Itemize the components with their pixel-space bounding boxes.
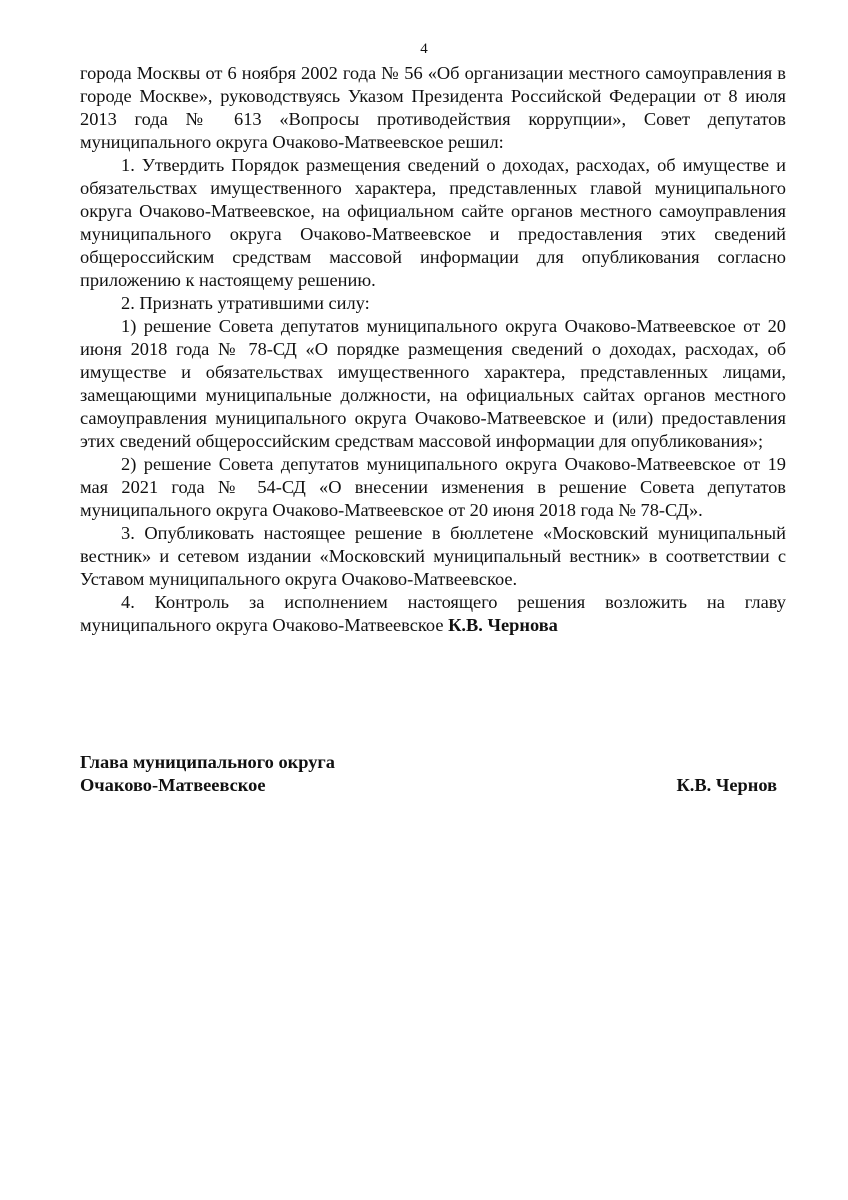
signature-title-line-2: Очаково-Матвеевское xyxy=(80,775,266,795)
signatory-name: К.В. Чернов xyxy=(676,775,777,795)
item-2-paragraph: 2. Признать утратившими силу: xyxy=(121,293,370,313)
item-4-name: К.В. Чернова xyxy=(448,615,558,635)
signature-line xyxy=(80,774,777,797)
item-4-paragraph xyxy=(80,591,786,637)
item-1-paragraph: 1. Утвердить Порядок размещения сведений о доходах, расходах, об имуществе и обязательствах имущественного характера, представленных главой муниципального округа Очаково-Матвеевское, на официальном сайте органов местного самоуправления муниципального округа Очаково-Матвеевское и предоставления этих сведений общероссийским средствам массовой информации для опубликования согласно приложению к настоящему решению. xyxy=(80,155,786,290)
item-2-1-paragraph: 1) решение Совета депутатов муниципального округа Очаково-Матвеевское от 20 июня 2018 года № 78-СД «О порядке размещения сведений о доходах, расходах, об имуществе и обязательствах имущественного характера, представленных лицами, замещающими муниципальные должности, на официальных сайтах органов местного самоуправления муниципального округа Очаково-Матвеевское и (или) предоставления этих сведений общероссийским средствам массовой информации для опубликования»; xyxy=(80,316,786,451)
page-number: 4 xyxy=(420,41,428,57)
decision-body xyxy=(80,62,786,637)
item-3-paragraph: 3. Опубликовать настоящее решение в бюллетене «Московский муниципальный вестник» и сетевом издании «Московский муниципальный вестник» в соответствии с Уставом муниципального округа Очаково-Матвеевское. xyxy=(80,523,786,589)
item-2-2-paragraph: 2) решение Совета депутатов муниципального округа Очаково-Матвеевское от 19 мая 2021 года № 54-СД «О внесении изменения в решение Совета депутатов муниципального округа Очаково-Матвеевское от 20 июня 2018 года № 78-СД». xyxy=(80,454,786,520)
signature-block xyxy=(80,751,777,797)
item-4-text: 4. Контроль за исполнением настоящего решения возложить на главу муниципального округа Очаково-Матвеевское xyxy=(80,592,786,635)
signature-title-line-1: Глава муниципального округа xyxy=(80,752,335,772)
intro-paragraph: города Москвы от 6 ноября 2002 года № 56 «Об организации местного самоуправления в городе Москве», руководствуясь Указом Президента Российской Федерации от 8 июля 2013 года № 613 «Вопросы противодействия коррупции», Совет депутатов муниципального округа Очаково-Матвеевское решил: xyxy=(80,63,786,152)
